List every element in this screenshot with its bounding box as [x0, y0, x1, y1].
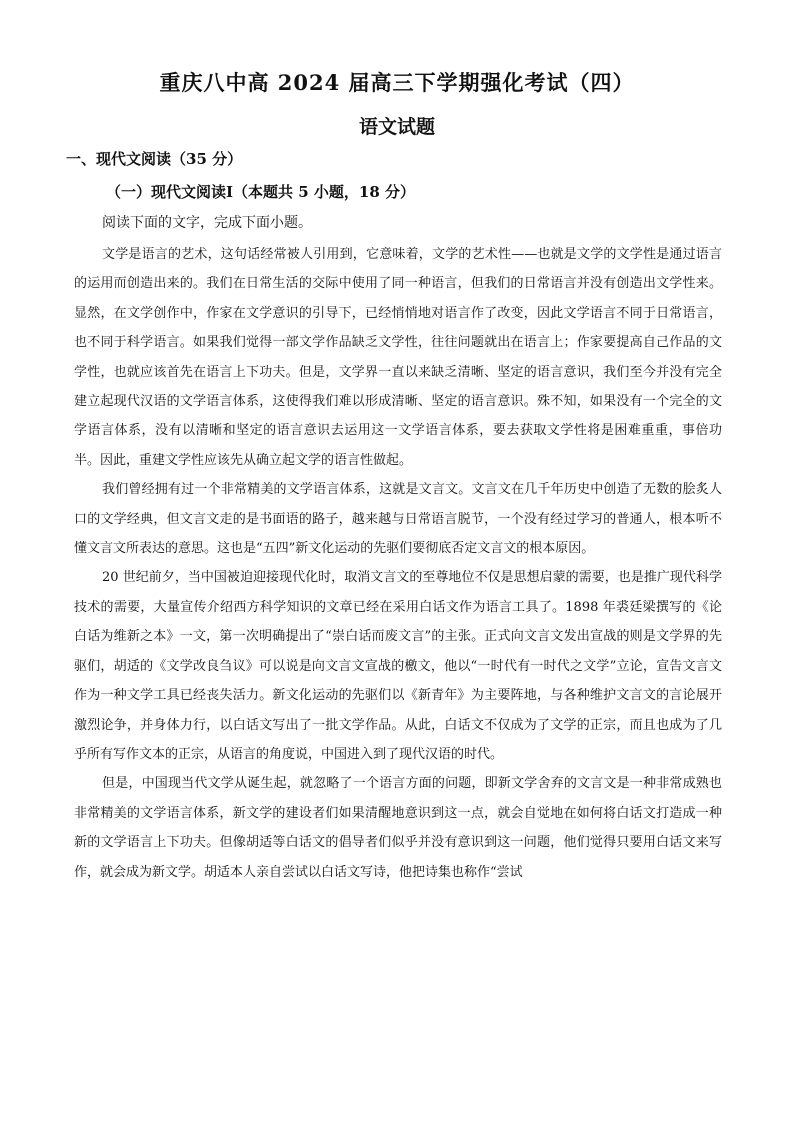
sub-heading: （一）现代文阅读Ⅰ（本题共 5 小题，18 分）	[106, 183, 415, 201]
passage-paragraph-3: 20 世纪前夕，当中国被迫迎接现代化时，取消文言文的至尊地位不仅是思想启蒙的需要，也是推广现代科学技术的需要，大量宣传介绍西方科学知识的文章已经在采用白话文作为语言工具了。1898 年裘廷梁撰写的《论白话为维新之本》一文，第一次明确提出了“崇白话而废文言”的主张。正式向文言文发出宣战的则是文学界的先驱们，胡适的《文学改良刍议》可以说是向文言文宣战的檄文，他以“一时代有一时代之文学”立论，宣告文言文作为一种文学工具已经丧失活力。新文化运动的先驱们以《新青年》为主要阵地，与各种维护文言文的言论展开激烈论争，并身体力行，以白话文写出了一批文学作品。从此，白话文不仅成为了文学的正宗，而且也成为了几乎所有写作文本的正宗，从语言的角度说，中国进入到了现代汉语的时代。	[74, 570, 722, 762]
exam-title: 重庆八中高 2024 届高三下学期强化考试（四）	[159, 70, 635, 95]
section-heading: 一、现代文阅读（35 分）	[66, 150, 243, 168]
passage-paragraph-1: 文学是语言的艺术，这句话经常被人引用到，它意味着，文学的艺术性——也就是文学的文学性是通过语言的运用而创造出来的。我们在日常生活的交际中使用了同一种语言，但我们的日常语言并没有创造出文学性来。显然，在文学创作中，作家在文学意识的引导下，已经悄悄地对语言作了改变，因此文学语言不同于日常语言，也不同于科学语言。如果我们觉得一部文学作品缺乏文学性，往往问题就出在语言上；作家要提高自己作品的文学性，也就应该首先在语言上下功夫。但是，文学界一直以来缺乏清晰、坚定的语言意识，我们至今并没有完全建立起现代汉语的文学语言体系，这使得我们难以形成清晰、坚定的语言意识。殊不知，如果没有一个完全的文学语言体系，没有以清晰和坚定的语言意识去运用这一文学语言体系，要去获取文学性将是困难重重，事倍功半。因此，重建文学性应该先从确立起文学的语言性做起。	[74, 247, 722, 468]
passage-paragraph-4: 但是，中国现当代文学从诞生起，就忽略了一个语言方面的问题，即新文学舍弃的文言文是一种非常成熟也非常精美的文学语言体系，新文学的建设者们如果清醒地意识到这一点，就会自觉地在如何将白话文打造成一种新的文学语言上下功夫。但像胡适等白话文的倡导者们似乎并没有意识到这一问题，他们觉得只要用白话文来写作，就会成为新文学。胡适本人亲自尝试以白话文写诗，他把诗集也称作“尝试	[74, 776, 722, 880]
exam-subtitle: 语文试题	[358, 116, 435, 138]
reading-passage	[74, 240, 722, 887]
passage-paragraph-2: 我们曾经拥有过一个非常精美的文学语言体系，这就是文言文。文言文在几千年历史中创造了无数的脍炙人口的文学经典，但文言文走的是书面语的路子，越来越与日常语言脱节，一个没有经过学习的普通人，根本听不懂文言文所表达的意思。这也是“五四”新文化运动的先驱们要彻底否定文言文的根本原因。	[74, 482, 722, 557]
reading-instruction: 阅读下面的文字，完成下面小题。	[102, 215, 312, 231]
